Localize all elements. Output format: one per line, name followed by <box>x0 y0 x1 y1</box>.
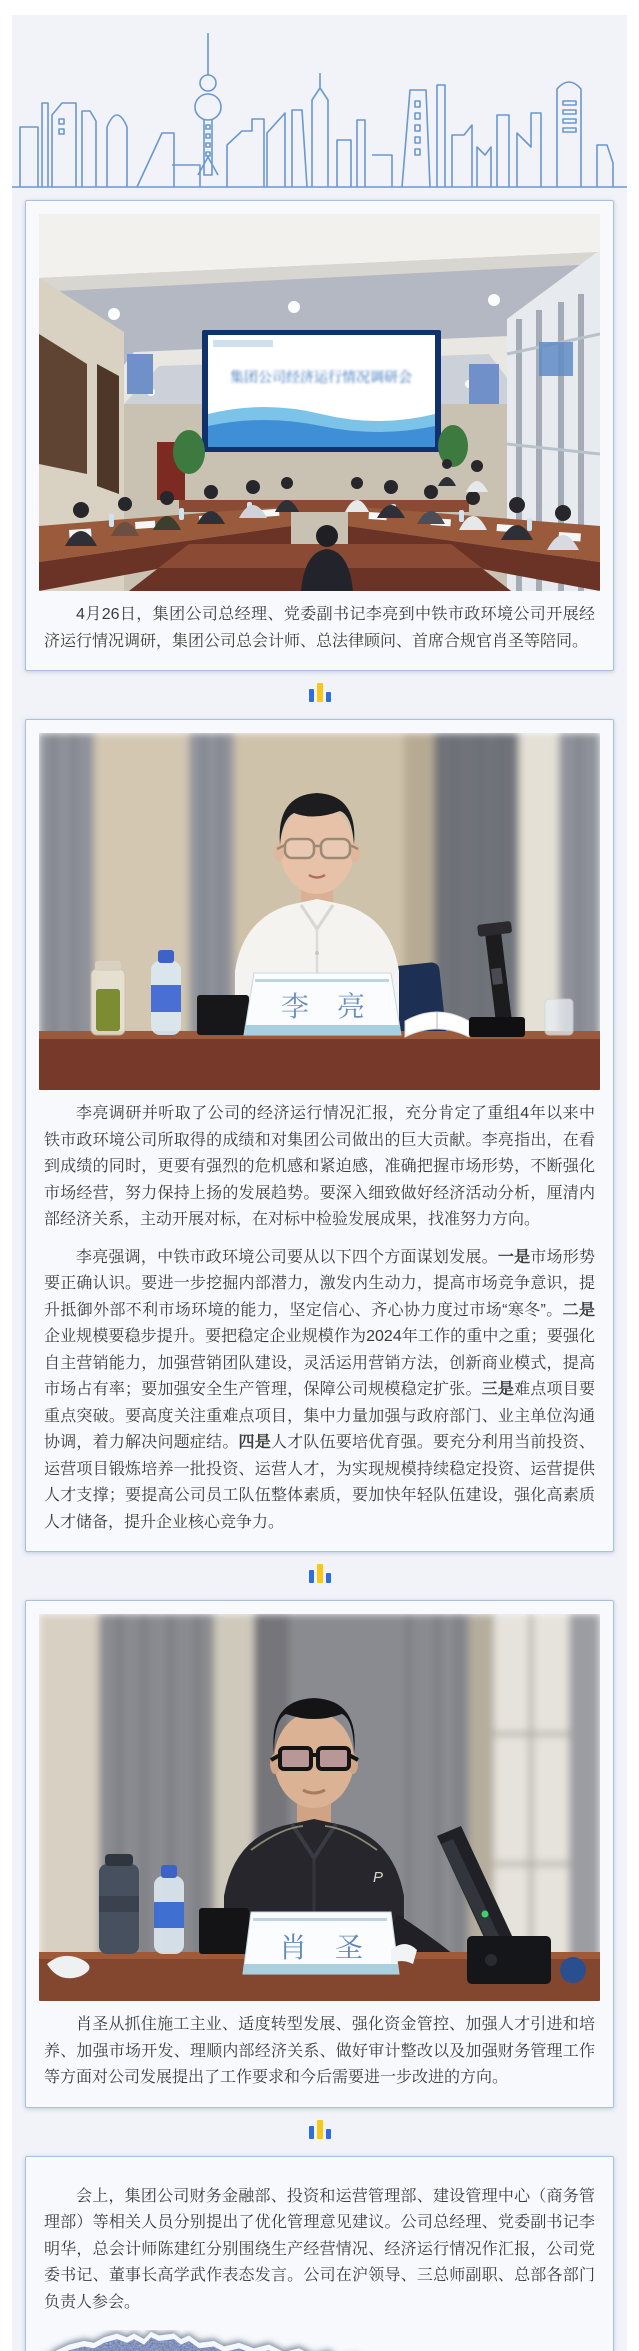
nameplate-text: 李 亮 <box>280 991 366 1022</box>
bar-chart-divider-icon <box>12 1552 627 1590</box>
shirt-logo-p: P <box>373 1869 384 1886</box>
article-panel <box>12 15 627 2351</box>
paragraph-four-points: 李亮强调，中铁市政环境公司要从以下四个方面谋划发展。一是市场形势要正确认识。要进一步挖掘内部潜力，激发内生动力，提高市场竞争意识，提升抵御外部不利市场环境的能力，坚定信心、齐心协力度过市场“寒冬”。二是企业规模要稳步提升。要把稳定企业规模作为2024年工作的重中之重；要强化自主营销能力，加强营销团队建设，灵活运用营销方法，创新商业模式，提高市场占有率；要加强安全生产管理，保障公司规模稳定扩张。三是难点项目要重点突破。要高度关注重难点项目，集中力量加强与政府部门、业主单位沟通协调，着力解决问题症结。四是人才队伍要培优育强。要充分利用当前投资、运营项目锻炼培养一批投资、运营人才，为实现规模持续稳定投资、运营提供人才支撑；要提高公司员工队伍整体素质，要加快年轻队伍建设，强化高素质人才储备，提升企业核心竞争力。 <box>44 1248 595 1531</box>
city-skyline-banner-icon <box>12 15 627 190</box>
torn-paper-footer <box>39 2330 600 2351</box>
li-liang-photo[interactable] <box>39 733 600 1090</box>
paragraph-xiaosheng: 肖圣从抓住施工主业、适度转型发展、强化资金管控、加强人才引进和培养、加强市场开发、理顺内部经济关系、做好审计整改以及加强财务管理工作等方面对公司发展提出了工作要求和今后需要进一步改进的方向。 <box>44 2016 595 2086</box>
content-card-intro <box>25 200 614 671</box>
xiao-sheng-photo[interactable] <box>39 1614 600 2001</box>
content-card-closing <box>25 2156 614 2351</box>
bar-chart-divider-icon <box>12 671 627 709</box>
conference-room-photo[interactable] <box>39 214 600 591</box>
bar-chart-divider-icon <box>12 2108 627 2146</box>
content-card-liliang <box>25 719 614 1552</box>
paragraph-intro: 4月26日，集团公司总经理、党委副书记李亮到中铁市政环境公司开展经济运行情况调研，集团公司总会计师、总法律顾问、首席合规官肖圣等陪同。 <box>44 606 595 650</box>
nameplate-text: 肖 圣 <box>278 1932 364 1963</box>
screen-title-text: 集团公司经济运行情况调研会 <box>230 369 412 385</box>
paragraph-meeting-summary: 会上，集团公司财务金融部、投资和运营管理部、建设管理中心（商务管理部）等相关人员分别提出了优化管理意见建议。公司总经理、党委副书记李明华，总会计师陈建红分别围绕生产经营情况、经济运行情况作汇报，公司党委书记、董事长高学武作表态发言。公司在沪领导、三总师副职、总部各部门负责人参会。 <box>44 2187 595 2311</box>
paragraph-research-report: 李亮调研并听取了公司的经济运行情况汇报，充分肯定了重组4年以来中铁市政环境公司所取得的成绩和对集团公司做出的巨大贡献。李亮指出，在看到成绩的同时，更要有强烈的危机感和紧迫感，准确把握市场形势，不断强化市场经营，努力保持上扬的发展趋势。要深入细致做好经济活动分析，厘清内部经济关系，主动开展对标，在对标中检验发展成果，找准努力方向。 <box>44 1105 595 1228</box>
content-card-xiaosheng <box>25 1600 614 2108</box>
